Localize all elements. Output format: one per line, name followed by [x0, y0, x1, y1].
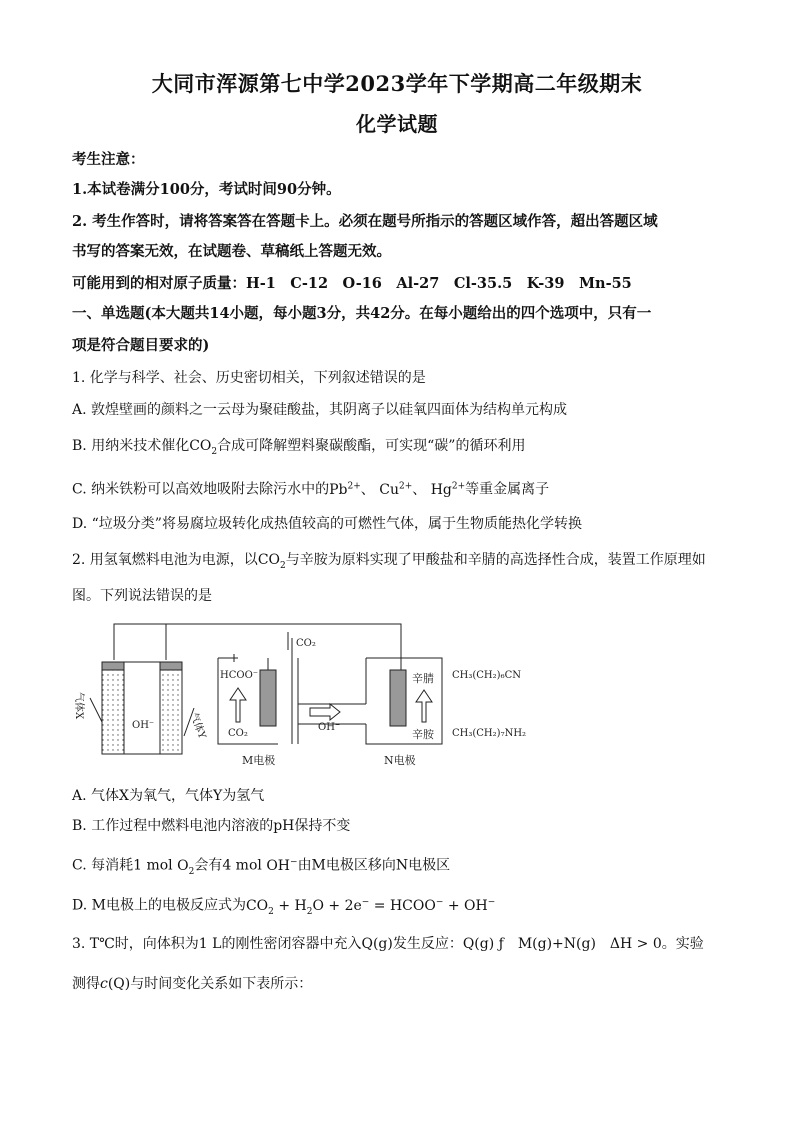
- nitrile-formula: CH₃(CH₂)₆CN: [452, 670, 521, 681]
- atomic-masses: 可能用到的相对原子质量：H-1 C-12 O-16 Al-27 Cl-35.5 K-39 Mn-55: [72, 275, 632, 292]
- q2-option-c-part2: 会有4 mol: [194, 857, 262, 874]
- q1-option-a: A. 敦煌壁画的颜料之一云母为聚硅酸盐，其阴离子以硅氧四面体为结构单元构成: [72, 402, 568, 418]
- hcoo-label: HCOO⁻: [220, 670, 259, 681]
- q2-stem-part2: 与辛胺为原料实现了甲酸盐和辛腈的高选择性合成，装置工作原理如: [285, 552, 706, 568]
- note-1: 1.本试卷满分100分，考试时间90分钟。: [72, 181, 341, 198]
- q3-stem-line-1: [72, 934, 732, 954]
- notes-heading: 考生注意：: [72, 151, 145, 168]
- note-2-line-1: 2. 考生作答时，请将答案答在答题卡上。必须在题号所指示的答题区域作答，超出答题区域: [72, 213, 658, 230]
- fuel-cell-oh-label: OH⁻: [132, 720, 155, 731]
- electrolysis-diagram: [66, 618, 566, 778]
- oh-transfer-arrow: [310, 704, 340, 720]
- section-1-heading: 一、单选题(本大题共14小题，每小题3分，共42分。在每小题给出的四个选项中，只有一: [72, 305, 652, 322]
- m-up-arrow: [230, 688, 246, 722]
- n-electrode-label: N电极: [384, 754, 416, 767]
- q1-option-c: [72, 476, 732, 500]
- q2-option-c-part3: 由M电极区移向N电极区: [297, 857, 451, 874]
- q2-option-c-part1: C. 每消耗1 mol: [72, 857, 173, 874]
- q1-stem: 1. 化学与科学、社会、历史密切相关，下列叙述错误的是: [72, 370, 426, 386]
- q1-option-b-part1: B. 用纳米技术催化: [72, 438, 190, 454]
- q1-option-c-part2: 等重金属离子: [465, 481, 550, 498]
- q2-option-d-part1: D. M电极上的电极反应式为: [72, 897, 246, 914]
- q2-option-a: A. 气体X为氧气，气体Y为氢气: [72, 788, 265, 804]
- q3-stem-part2: 。实验: [661, 936, 704, 952]
- m-electrode-label: M电极: [242, 754, 276, 767]
- gas-x-arrow: [90, 698, 102, 722]
- co2-bottom-label: CO₂: [228, 728, 248, 739]
- ion-list: $Pb^{2+}$、 $Cu^{2+}$、 $Hg^{2+}$: [329, 481, 466, 498]
- co2-formula: $CO_2$: [189, 438, 218, 457]
- gas-y-label: 气体Y: [187, 711, 208, 741]
- oh-ion: OH−: [266, 857, 298, 874]
- q1-option-c-part1: C. 纳米铁粉可以高效地吸附去除污水中的: [72, 481, 330, 498]
- oh-transfer-label: OH⁻: [318, 722, 341, 733]
- q2-option-b: B. 工作过程中燃料电池内溶液的pH保持不变: [72, 818, 351, 834]
- co2-top-label: CO₂: [296, 638, 316, 649]
- top-wire: [114, 624, 401, 694]
- electrode-equation: $CO_2 + H_2O + 2e^-$ = HCOO− + OH−: [245, 897, 496, 917]
- q1-option-b-part2: 合成可降解塑料聚碳酸酯，可实现“碳”的循环利用: [217, 438, 526, 454]
- n-electrode: [390, 670, 406, 726]
- n-up-arrow: [416, 690, 432, 722]
- note-2-line-2: 书写的答案无效，在试题卷、草稿纸上答题无效。: [72, 243, 391, 260]
- q2-option-d: [72, 892, 732, 921]
- q2-option-c: [72, 852, 732, 881]
- q3-stem-part1: 3. T℃时，向体积为1 L的刚性密闭容器中充入Q(g)发生反应：: [72, 936, 463, 952]
- exam-subtitle: 化学试题: [356, 112, 438, 136]
- q3-stem-part4: 与时间变化关系如下表所示：: [130, 976, 313, 992]
- exam-title: 大同市浑源第七中学2023学年下学期高二年级期末: [151, 71, 643, 96]
- q2-stem-line-1: [72, 550, 732, 576]
- q2-stem-line-2: 图。下列说法错误的是: [72, 588, 212, 604]
- amine-label: 辛胺: [412, 728, 434, 741]
- gas-x-label: 气体X: [73, 692, 84, 720]
- q3-reaction: Q(g) ƒ M(g)+N(g) ΔH > 0: [462, 936, 662, 952]
- amine-formula: CH₃(CH₂)₇NH₂: [452, 728, 527, 739]
- m-electrode: [260, 670, 276, 726]
- cq-symbol: c(Q): [100, 976, 131, 992]
- o2-formula: $O_2$: [177, 857, 195, 877]
- q2-stem-part1: 2. 用氢氧燃料电池为电源，以: [72, 552, 258, 568]
- section-1-heading-cont: 项是符合题目要求的): [72, 337, 210, 354]
- q1-option-d: D. “垃圾分类”将易腐垃圾转化成热值较高的可燃性气体，属于生物质能热化学转换: [72, 516, 582, 532]
- nitrile-label: 辛腈: [412, 672, 434, 685]
- q3-stem-line-2: [72, 974, 732, 994]
- co2-formula: $CO_2$: [257, 552, 286, 571]
- q1-option-b: [72, 436, 732, 462]
- q3-stem-part3: 测得: [72, 976, 100, 992]
